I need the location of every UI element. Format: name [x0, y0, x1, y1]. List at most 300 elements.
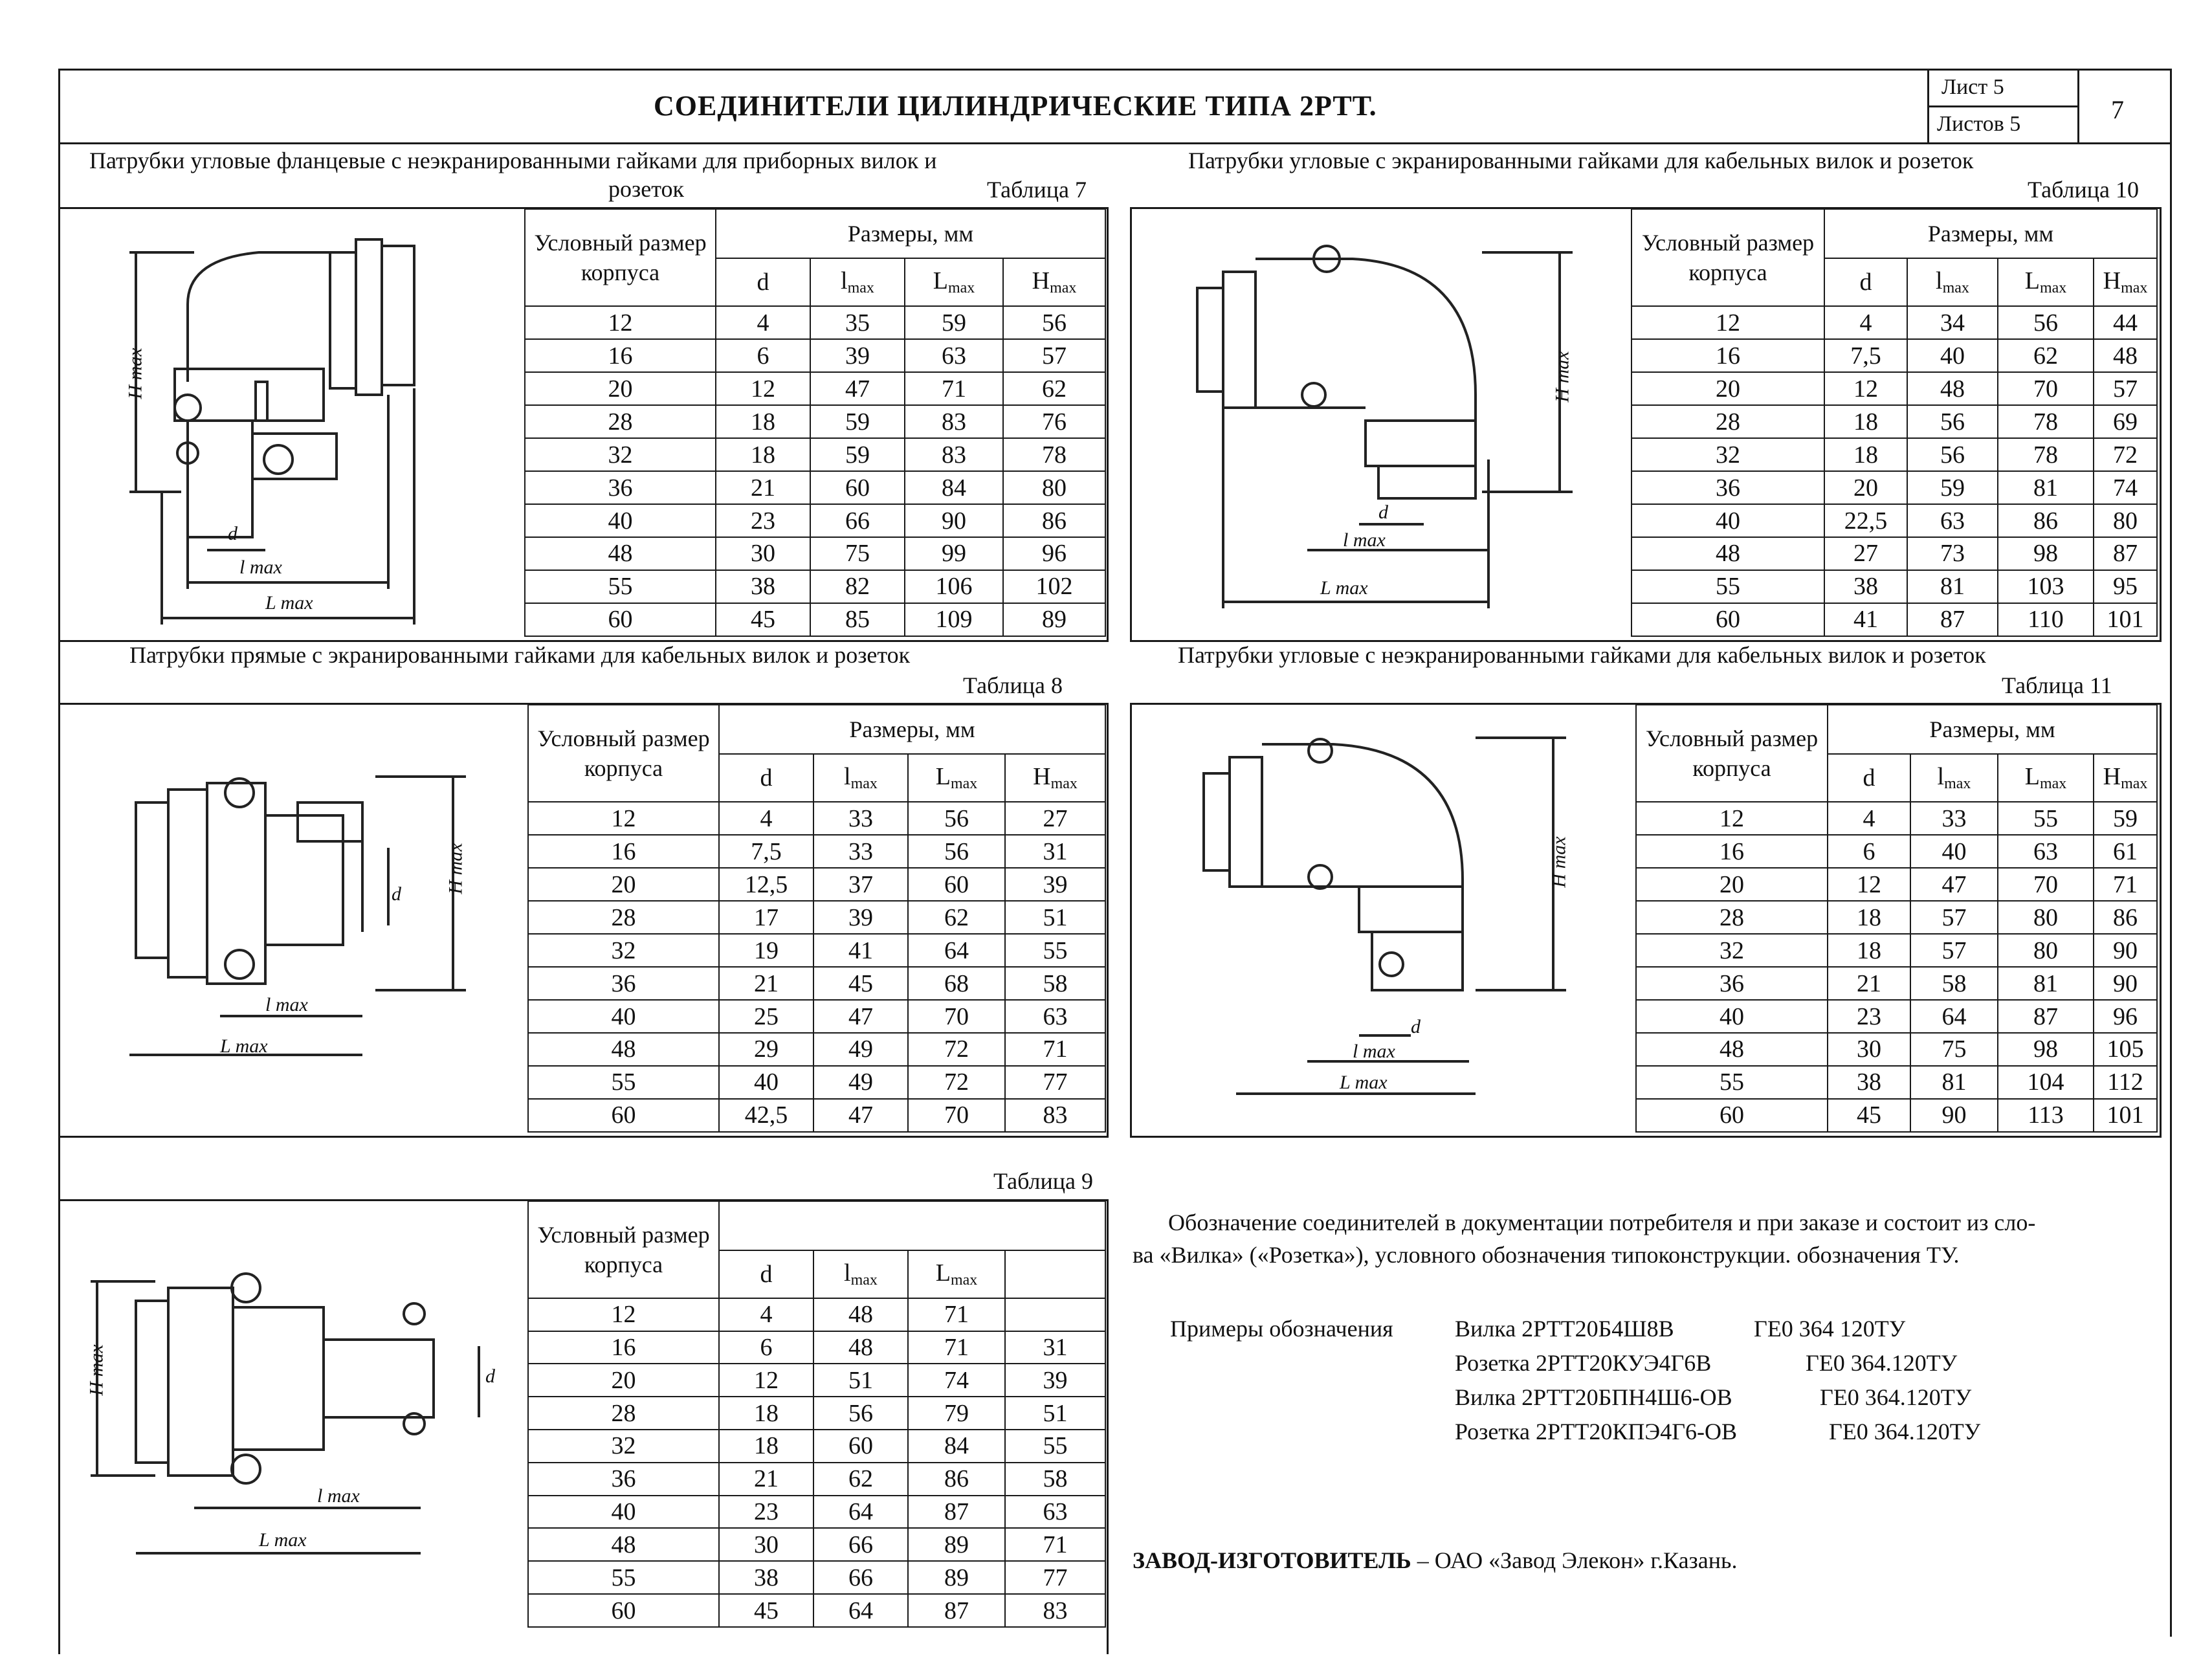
table9-cell: 60 — [813, 1430, 908, 1463]
table11-number: Таблица 11 — [2002, 672, 2112, 698]
table9-cell: 18 — [719, 1430, 813, 1463]
table7-cell: 12 — [716, 372, 810, 405]
table11-cell: 28 — [1636, 901, 1828, 934]
table8-cell: 45 — [813, 967, 908, 1000]
table7-cell: 45 — [716, 603, 810, 636]
drawing8-d-label: d — [392, 883, 401, 905]
table8-row — [528, 901, 1105, 934]
table9 — [527, 1201, 1106, 1628]
drawing7-lmax-label: l max — [239, 557, 282, 578]
table7-cell: 56 — [1003, 306, 1105, 339]
table10-size-header: Условный размер корпуса — [1631, 209, 1824, 306]
table8-cell: 36 — [528, 967, 719, 1000]
sheet-label: Лист 5 — [1941, 75, 2004, 99]
table8-cell: 25 — [719, 1000, 813, 1033]
table9-cell: 31 — [1005, 1331, 1105, 1364]
drawing9-Lmax-label: L max — [259, 1529, 307, 1551]
table10-cell: 28 — [1631, 405, 1824, 438]
table11-cell: 23 — [1828, 1000, 1910, 1033]
table10-cell: 36 — [1631, 471, 1824, 504]
table7-cell: 48 — [525, 537, 716, 570]
table8-H-header: $H_{max}$ — [1005, 754, 1105, 802]
table9-cell: 51 — [1005, 1397, 1105, 1430]
table7-L-header: $L_{max}$ — [905, 258, 1003, 306]
table7-cell: 66 — [810, 504, 905, 537]
table9-row — [528, 1463, 1105, 1496]
table10-cell: 41 — [1824, 603, 1907, 636]
table9-cell: 12 — [719, 1364, 813, 1397]
table11-cell: 38 — [1828, 1066, 1910, 1099]
drawing7-d-label: d — [228, 523, 238, 544]
table8-cell: 7,5 — [719, 835, 813, 868]
table8-cell: 40 — [719, 1066, 813, 1099]
table11-cell: 61 — [2094, 835, 2157, 868]
table7-cell: 47 — [810, 372, 905, 405]
table8-cell: 55 — [1005, 934, 1105, 967]
table8-cell: 37 — [813, 868, 908, 901]
drawing8-Hmax-label: H max — [445, 843, 467, 894]
table11 — [1635, 704, 2158, 1133]
table10-L-header: $L_{max}$ — [1998, 258, 2094, 306]
table10-cell: 22,5 — [1824, 504, 1907, 537]
table9-cell: 48 — [813, 1331, 908, 1364]
table7-cell: 59 — [905, 306, 1003, 339]
table10-cell: 59 — [1907, 471, 1998, 504]
table9-row — [528, 1331, 1105, 1364]
table11-cell: 80 — [1998, 901, 2094, 934]
table8-cell: 71 — [1005, 1033, 1105, 1066]
table9-cell: 6 — [719, 1331, 813, 1364]
table8-cell: 51 — [1005, 901, 1105, 934]
table10-row — [1631, 603, 2157, 636]
table7-cell: 82 — [810, 570, 905, 603]
drawing11-lmax-label: l max — [1353, 1041, 1395, 1062]
table8-cell: 56 — [908, 835, 1005, 868]
table11-cell: 101 — [2094, 1099, 2157, 1132]
table11-cell: 87 — [1998, 1000, 2094, 1033]
table7-cell: 12 — [525, 306, 716, 339]
table8-cell: 42,5 — [719, 1099, 813, 1132]
table10-row — [1631, 339, 2157, 372]
drawing10-Hmax-label: H max — [1551, 351, 1573, 403]
table8-cell: 63 — [1005, 1000, 1105, 1033]
table9-d-header: d — [719, 1250, 813, 1298]
table7-row — [525, 339, 1105, 372]
table8-dims-header: Размеры, мм — [719, 705, 1105, 754]
table11-cell: 21 — [1828, 967, 1910, 1000]
table10-row — [1631, 504, 2157, 537]
table10-cell: 78 — [1998, 438, 2094, 471]
table8-cell: 32 — [528, 934, 719, 967]
table9-cell: 18 — [719, 1397, 813, 1430]
table8-row — [528, 934, 1105, 967]
table10 — [1631, 208, 2158, 637]
table11-cell: 47 — [1910, 868, 1998, 901]
table9-cell: 4 — [719, 1298, 813, 1331]
page-number: 7 — [2111, 95, 2124, 124]
table7-cell: 76 — [1003, 405, 1105, 438]
table7-cell: 59 — [810, 405, 905, 438]
table7-cell: 99 — [905, 537, 1003, 570]
table8-d-header: d — [719, 754, 813, 802]
table9-cell: 38 — [719, 1561, 813, 1594]
table10-cell: 27 — [1824, 537, 1907, 570]
table9-cell — [1005, 1298, 1105, 1331]
table11-row — [1636, 1000, 2157, 1033]
table7-cell: 39 — [810, 339, 905, 372]
table8-cell: 4 — [719, 802, 813, 835]
table11-cell: 33 — [1910, 802, 1998, 835]
table11-cell: 59 — [2094, 802, 2157, 835]
table9-cell: 74 — [908, 1364, 1005, 1397]
table11-cell: 60 — [1636, 1099, 1828, 1132]
table7-row — [525, 603, 1105, 636]
table7-cell: 16 — [525, 339, 716, 372]
table10-row — [1631, 570, 2157, 603]
table8-row — [528, 1099, 1105, 1132]
drawing-table11 — [1191, 712, 1631, 1126]
table10-cell: 81 — [1998, 471, 2094, 504]
table10-cell: 87 — [2094, 537, 2157, 570]
table10-cell: 44 — [2094, 306, 2157, 339]
table7-row — [525, 504, 1105, 537]
table7-cell: 40 — [525, 504, 716, 537]
table10-row — [1631, 306, 2157, 339]
table9-size-header: Условный размер корпуса — [528, 1201, 719, 1298]
table9-cell: 58 — [1005, 1463, 1105, 1496]
table8-row — [528, 802, 1105, 835]
table11-cell: 48 — [1636, 1033, 1828, 1066]
table11-row — [1636, 1066, 2157, 1099]
table8-cell: 60 — [908, 868, 1005, 901]
table7-cell: 55 — [525, 570, 716, 603]
table11-cell: 96 — [2094, 1000, 2157, 1033]
table11-l-header: $l_{max}$ — [1910, 754, 1998, 802]
table8-cell: 83 — [1005, 1099, 1105, 1132]
table11-cell: 36 — [1636, 967, 1828, 1000]
table11-row — [1636, 835, 2157, 868]
drawing9-d-label: d — [485, 1366, 495, 1387]
table7-cell: 78 — [1003, 438, 1105, 471]
drawing-table9 — [78, 1230, 518, 1579]
table7-H-header: $H_{max}$ — [1003, 258, 1105, 306]
table11-cell: 18 — [1828, 901, 1910, 934]
table9-row — [528, 1594, 1105, 1627]
table11-cell: 112 — [2094, 1066, 2157, 1099]
table10-cell: 48 — [1907, 372, 1998, 405]
table8-cell: 20 — [528, 868, 719, 901]
example-2-tu: ГЕ0 364.120ТУ — [1806, 1350, 1958, 1376]
table7-cell: 75 — [810, 537, 905, 570]
table7-cell: 71 — [905, 372, 1003, 405]
table7-cell: 86 — [1003, 504, 1105, 537]
table7-cell: 30 — [716, 537, 810, 570]
table10-cell: 101 — [2094, 603, 2157, 636]
table11-cell: 64 — [1910, 1000, 1998, 1033]
table10-cell: 70 — [1998, 372, 2094, 405]
table7-cell: 106 — [905, 570, 1003, 603]
table9-cell: 66 — [813, 1561, 908, 1594]
table10-cell: 78 — [1998, 405, 2094, 438]
table11-cell: 104 — [1998, 1066, 2094, 1099]
drawing11-Lmax-label: L max — [1340, 1072, 1388, 1093]
table10-cell: 16 — [1631, 339, 1824, 372]
table10-cell: 40 — [1631, 504, 1824, 537]
table9-cell: 71 — [1005, 1528, 1105, 1561]
table10-cell: 48 — [1631, 537, 1824, 570]
table9-cell: 36 — [528, 1463, 719, 1496]
table11-cell: 98 — [1998, 1033, 2094, 1066]
table8-cell: 58 — [1005, 967, 1105, 1000]
table8-cell: 49 — [813, 1033, 908, 1066]
table9-cell: 55 — [528, 1561, 719, 1594]
table9-cell: 79 — [908, 1397, 1005, 1430]
drawing9-Hmax-label: H max — [85, 1344, 107, 1396]
manufacturer-text: – ОАО «Завод Элекон» г.Казань. — [1417, 1547, 1738, 1573]
table11-size-header: Условный размер корпуса — [1636, 705, 1828, 802]
table11-cell: 45 — [1828, 1099, 1910, 1132]
table7-cell: 4 — [716, 306, 810, 339]
header-sheet-box-mid — [1927, 105, 2077, 107]
table8-l-header: $l_{max}$ — [813, 754, 908, 802]
table11-cell: 113 — [1998, 1099, 2094, 1132]
table7-cell: 18 — [716, 405, 810, 438]
table7-l-header: $l_{max}$ — [810, 258, 905, 306]
table9-cell: 84 — [908, 1430, 1005, 1463]
table9-row — [528, 1496, 1105, 1529]
table10-cell: 73 — [1907, 537, 1998, 570]
drawing-table10 — [1184, 214, 1611, 628]
table9-L-header: $L_{max}$ — [908, 1250, 1005, 1298]
table7-cell: 102 — [1003, 570, 1105, 603]
table10-cell: 98 — [1998, 537, 2094, 570]
table9-cell: 20 — [528, 1364, 719, 1397]
table8-cell: 68 — [908, 967, 1005, 1000]
table11-cell: 75 — [1910, 1033, 1998, 1066]
table11-cell: 40 — [1910, 835, 1998, 868]
table10-cell: 74 — [2094, 471, 2157, 504]
table11-cell: 81 — [1998, 967, 2094, 1000]
table10-cell: 34 — [1907, 306, 1998, 339]
table11-cell: 90 — [2094, 967, 2157, 1000]
table10-row — [1631, 537, 2157, 570]
table10-row — [1631, 405, 2157, 438]
table10-cell: 55 — [1631, 570, 1824, 603]
table11-cell: 6 — [1828, 835, 1910, 868]
table9-cell: 86 — [908, 1463, 1005, 1496]
table10-cell: 12 — [1824, 372, 1907, 405]
examples-label: Примеры обозначения — [1170, 1316, 1393, 1342]
table10-cell: 81 — [1907, 570, 1998, 603]
table7-cell: 32 — [525, 438, 716, 471]
table8-cell: 48 — [528, 1033, 719, 1066]
table11-row — [1636, 1033, 2157, 1066]
table10-cell: 56 — [1907, 438, 1998, 471]
table10-cell: 103 — [1998, 570, 2094, 603]
table9-l-header: $l_{max}$ — [813, 1250, 908, 1298]
table9-row — [528, 1364, 1105, 1397]
table7-cell: 35 — [810, 306, 905, 339]
table8 — [527, 704, 1106, 1133]
table11-cell: 55 — [1998, 802, 2094, 835]
table8-cell: 64 — [908, 934, 1005, 967]
table10-cell: 69 — [2094, 405, 2157, 438]
table7-row — [525, 471, 1105, 504]
sheets-label: Листов 5 — [1937, 112, 2021, 136]
table8-cell: 41 — [813, 934, 908, 967]
table10-cell: 63 — [1907, 504, 1998, 537]
table7-row — [525, 306, 1105, 339]
table7-number: Таблица 7 — [987, 177, 1087, 203]
table9-cell: 63 — [1005, 1496, 1105, 1529]
table10-l-header: $l_{max}$ — [1907, 258, 1998, 306]
drawing10-Lmax-label: L max — [1320, 577, 1368, 599]
table9-cell: 60 — [528, 1594, 719, 1627]
table7-cell: 59 — [810, 438, 905, 471]
table9-cell: 77 — [1005, 1561, 1105, 1594]
table8-cell: 55 — [528, 1066, 719, 1099]
table9-row — [528, 1561, 1105, 1594]
table8-cell: 72 — [908, 1033, 1005, 1066]
table10-cell: 32 — [1631, 438, 1824, 471]
table8-cell: 33 — [813, 802, 908, 835]
table7-row — [525, 405, 1105, 438]
manufacturer-label: ЗАВОД-ИЗГОТОВИТЕЛЬ — [1133, 1547, 1411, 1573]
table9-cell: 23 — [719, 1496, 813, 1529]
drawing11-d-label: d — [1411, 1016, 1421, 1037]
table7-row — [525, 537, 1105, 570]
example-2-name: Розетка 2РТТ20КУЭ4Г6В — [1455, 1350, 1712, 1376]
table9-cell: 16 — [528, 1331, 719, 1364]
table10-cell: 62 — [1998, 339, 2094, 372]
table7-row — [525, 438, 1105, 471]
table11-d-header: d — [1828, 754, 1910, 802]
drawing7-Lmax-label: L max — [265, 592, 313, 614]
table9-cell: 45 — [719, 1594, 813, 1627]
table8-row — [528, 967, 1105, 1000]
table9-cell: 66 — [813, 1528, 908, 1561]
table8-cell: 47 — [813, 1000, 908, 1033]
table11-cell: 30 — [1828, 1033, 1910, 1066]
table11-cell: 16 — [1636, 835, 1828, 868]
table11-cell: 71 — [2094, 868, 2157, 901]
table8-L-header: $L_{max}$ — [908, 754, 1005, 802]
table8-cell: 21 — [719, 967, 813, 1000]
table8-row — [528, 868, 1105, 901]
table9-cell: 64 — [813, 1496, 908, 1529]
table7-d-header: d — [716, 258, 810, 306]
drawing7-Hmax-label: H max — [124, 348, 146, 399]
table7-cell: 90 — [905, 504, 1003, 537]
table9-cell: 89 — [908, 1528, 1005, 1561]
table9-row — [528, 1298, 1105, 1331]
table10-cell: 86 — [1998, 504, 2094, 537]
table11-cell: 58 — [1910, 967, 1998, 1000]
table7-cell: 23 — [716, 504, 810, 537]
table9-dims-header — [719, 1201, 1105, 1250]
table11-H-header: $H_{max}$ — [2094, 754, 2157, 802]
table8-cell: 70 — [908, 1099, 1005, 1132]
table11-cell: 86 — [2094, 901, 2157, 934]
table8-row — [528, 1033, 1105, 1066]
table11-row — [1636, 802, 2157, 835]
example-4-tu: ГЕ0 364.120ТУ — [1829, 1419, 1981, 1444]
drawing8-Lmax-label: L max — [220, 1035, 268, 1057]
table11-cell: 105 — [2094, 1033, 2157, 1066]
example-1-name: Вилка 2РТТ20Б4Ш8В — [1455, 1316, 1674, 1342]
table7-row — [525, 570, 1105, 603]
table8-cell: 39 — [1005, 868, 1105, 901]
table10-cell: 20 — [1631, 372, 1824, 405]
table8-cell: 47 — [813, 1099, 908, 1132]
table10-row — [1631, 438, 2157, 471]
table10-cell: 72 — [2094, 438, 2157, 471]
table11-cell: 32 — [1636, 934, 1828, 967]
table11-row — [1636, 868, 2157, 901]
table10-cell: 18 — [1824, 405, 1907, 438]
table7-cell: 21 — [716, 471, 810, 504]
designation-note-line2: ва «Вилка» («Розетка»), условного обозначения типоконструкции. обозначения ТУ. — [1133, 1242, 1960, 1268]
table11-cell: 57 — [1910, 901, 1998, 934]
table8-cell: 31 — [1005, 835, 1105, 868]
table10-cell: 56 — [1907, 405, 1998, 438]
example-4-name: Розетка 2РТТ20КПЭ4Г6-ОВ — [1455, 1419, 1738, 1444]
table9-cell: 83 — [1005, 1594, 1105, 1627]
table7-cell: 38 — [716, 570, 810, 603]
manufacturer-line — [1133, 1544, 1737, 1577]
table7-cell: 84 — [905, 471, 1003, 504]
table8-cell: 12 — [528, 802, 719, 835]
table11-row — [1636, 967, 2157, 1000]
table9-cell: 87 — [908, 1594, 1005, 1627]
table10-cell: 18 — [1824, 438, 1907, 471]
table8-number: Таблица 8 — [963, 672, 1063, 698]
table11-row — [1636, 1099, 2157, 1132]
table7-cell: 60 — [525, 603, 716, 636]
drawing8-lmax-label: l max — [265, 994, 308, 1015]
table10-cell: 87 — [1907, 603, 1998, 636]
table9-cell: 48 — [528, 1528, 719, 1561]
table9-cell: 30 — [719, 1528, 813, 1561]
table10-dims-header: Размеры, мм — [1824, 209, 2157, 258]
table8-cell: 60 — [528, 1099, 719, 1132]
table7-cell: 83 — [905, 438, 1003, 471]
table8-cell: 62 — [908, 901, 1005, 934]
table10-H-header: $H_{max}$ — [2094, 258, 2157, 306]
table10-cell: 110 — [1998, 603, 2094, 636]
table10-cell: 7,5 — [1824, 339, 1907, 372]
table10-row — [1631, 372, 2157, 405]
table9-cell: 71 — [908, 1331, 1005, 1364]
table10-row — [1631, 471, 2157, 504]
table7-dims-header: Размеры, мм — [716, 209, 1105, 258]
table7-cell: 57 — [1003, 339, 1105, 372]
table9-cell: 62 — [813, 1463, 908, 1496]
drawing-table8 — [116, 718, 518, 1126]
table9-cell: 32 — [528, 1430, 719, 1463]
table7-row — [525, 372, 1105, 405]
table8-cell: 12,5 — [719, 868, 813, 901]
table9-cell: 39 — [1005, 1364, 1105, 1397]
table9-cell: 71 — [908, 1298, 1005, 1331]
table7-cell: 60 — [810, 471, 905, 504]
table7-cell: 83 — [905, 405, 1003, 438]
table10-cell: 38 — [1824, 570, 1907, 603]
table8-cell: 39 — [813, 901, 908, 934]
table11-cell: 40 — [1636, 1000, 1828, 1033]
table9-cell: 28 — [528, 1397, 719, 1430]
table11-cell: 12 — [1828, 868, 1910, 901]
